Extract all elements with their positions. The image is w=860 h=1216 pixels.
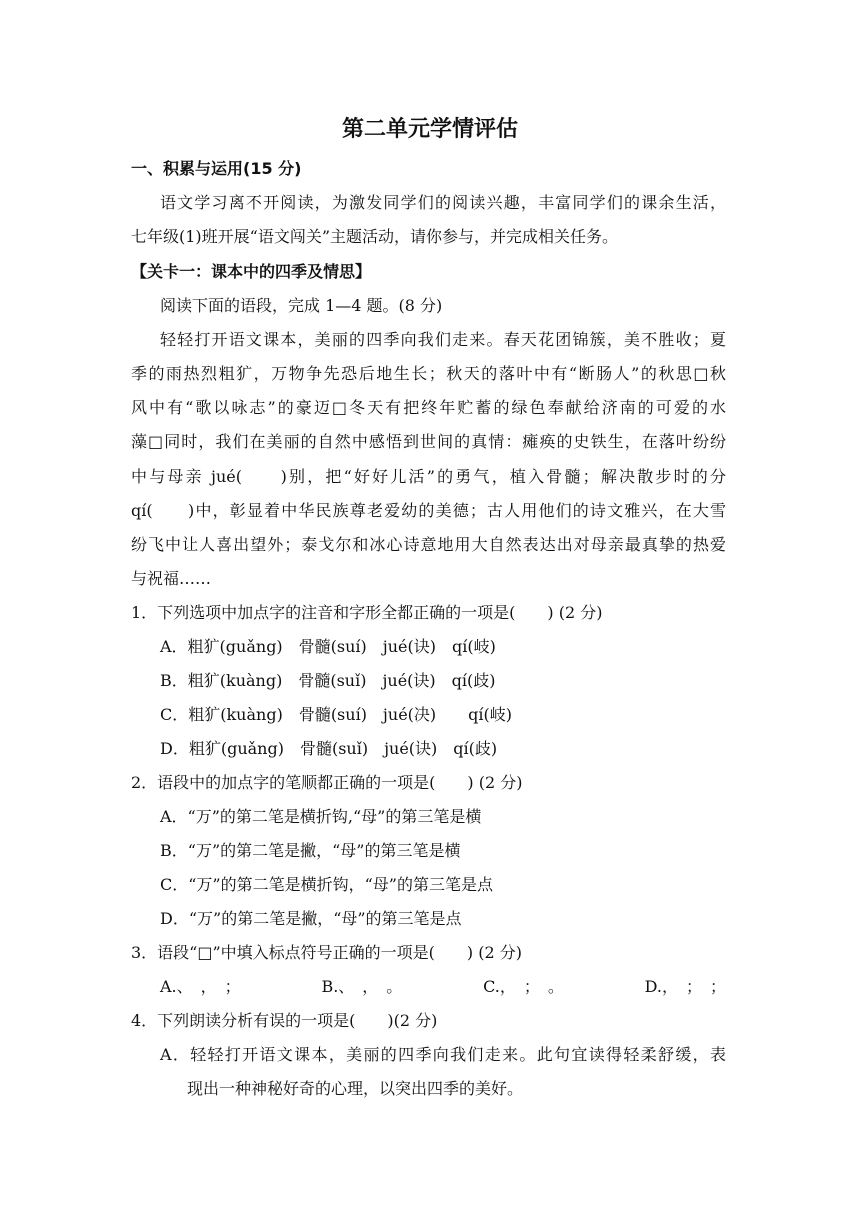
question-1-option-a: A．粗犷(guǎng) 骨髓(suí) jué(诀) qí(岐) (160, 637, 496, 656)
passage-line-5: 中与母亲 jué( )别，把“好好儿活”的勇气，植入骨髓；解决散步时的分 (131, 467, 726, 486)
passage-line-3: 风中有“歌以咏志”的豪迈□冬天有把终年贮蓄的绿色奉献给济南的可爱的水 (131, 398, 726, 417)
question-3-option-b: B.、 ， 。 (321, 977, 403, 996)
question-4-option-a-line-2: 现出一种神秘好奇的心理，以突出四季的美好。 (187, 1079, 524, 1098)
question-1-stem: 1．下列选项中加点字的注音和字形全都正确的一项是( ) (2 分) (131, 603, 603, 622)
question-1-option-b: B．粗犷(kuàng) 骨髓(suǐ) jué(诀) qí(歧) (160, 671, 496, 690)
intro-line-1: 语文学习离不开阅读，为激发同学们的阅读兴趣，丰富同学们的课余生活， (160, 193, 726, 212)
question-1-option-c: C．粗犷(kuàng) 骨髓(suí) jué(决) qí(岐) (160, 705, 512, 724)
passage-line-7: 纷飞中让人喜出望外；泰戈尔和冰心诗意地用大自然表达出对母亲最真挚的热爱 (131, 535, 726, 554)
question-3-option-d: D.， ； ； (644, 977, 726, 996)
question-3-option-a: A.、 ， ； (160, 977, 241, 996)
question-2-option-b: B．“万”的第二笔是撇，“母”的第三笔是横 (160, 841, 461, 860)
passage-line-1: 轻轻打开语文课本，美丽的四季向我们走来。春天花团锦簇，美不胜收；夏 (160, 330, 726, 349)
checkpoint-heading: 【关卡一：课本中的四季及情思】 (131, 262, 372, 281)
question-1-option-d: D．粗犷(guǎng) 骨髓(suǐ) jué(诀) qí(歧) (160, 739, 498, 758)
question-3-option-c: C.， ； 。 (483, 977, 564, 996)
question-3-stem: 3．语段“□”中填入标点符号正确的一项是( ) (2 分) (131, 943, 522, 962)
question-4-option-a-line-1: A．轻轻打开语文课本，美丽的四季向我们走来。此句宜读得轻柔舒缓，表 (160, 1045, 726, 1064)
question-2-option-d: D．“万”的第二笔是撇，“母”的第三笔是点 (160, 909, 462, 928)
question-3-options (160, 976, 726, 998)
page-title: 第二单元学情评估 (341, 117, 518, 142)
passage-line-8: 与祝福…… (131, 569, 212, 588)
question-2-stem: 2．语段中的加点字的笔顺都正确的一项是( ) (2 分) (131, 773, 523, 792)
passage-line-6: qí( )中，彰显着中华民族尊老爱幼的美德；古人用他们的诗文雅兴，在大雪 (131, 501, 726, 520)
question-2-option-c: C．“万”的第二笔是横折钩，“母”的第三笔是点 (160, 875, 493, 894)
reading-instruction: 阅读下面的语段，完成 1—4 题。(8 分) (160, 296, 443, 315)
question-4-stem: 4．下列朗读分析有误的一项是( )(2 分) (131, 1011, 438, 1030)
passage-line-4: 藻□同时，我们在美丽的自然中感悟到世间的真情：瘫痪的史铁生，在落叶纷纷 (131, 432, 726, 451)
intro-line-2: 七年级(1)班开展“语文闯关”主题活动，请你参与，并完成相关任务。 (131, 227, 619, 246)
question-2-option-a: A．“万”的第二笔是横折钩,“母”的第三笔是横 (160, 807, 482, 826)
passage-line-2: 季的雨热烈粗犷，万物争先恐后地生长；秋天的落叶中有“断肠人”的秋思□秋 (131, 364, 726, 383)
section-heading: 一、积累与运用(15 分) (131, 159, 302, 178)
